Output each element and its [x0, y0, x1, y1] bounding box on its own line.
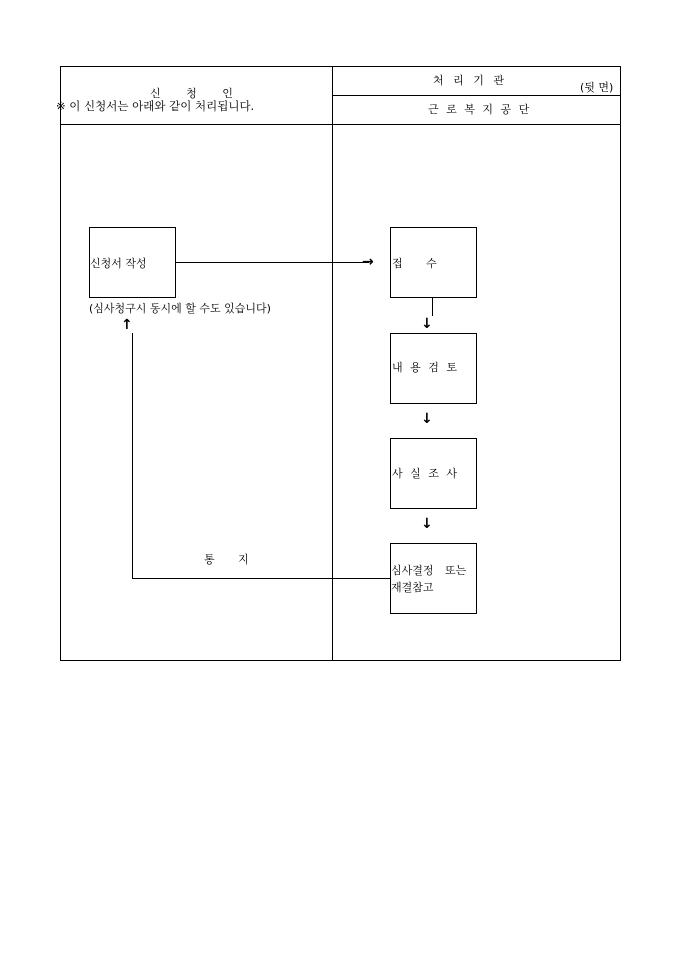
step-receipt-label: 접 수	[392, 257, 437, 270]
notify-connector-horizontal	[132, 578, 390, 579]
down-arrow-icon: ↓	[421, 411, 433, 427]
notice-text: ※ 이 신청서는 아래와 같이 처리됩니다.	[56, 99, 255, 113]
process-table	[60, 66, 621, 661]
header-divider	[60, 124, 621, 125]
down-arrow-icon: ↓	[421, 516, 433, 532]
step-investigation-label: 사 실 조 사	[392, 467, 457, 480]
notify-connector-vertical	[132, 333, 133, 578]
concurrent-claim-note: (심사청구시 동시에 할 수도 있습니다)	[89, 302, 271, 315]
column-divider	[332, 66, 333, 661]
step-review-label: 내 용 검 토	[392, 361, 457, 374]
applicant-column-header: 신 청 인	[150, 87, 233, 100]
write-application-label: 신청서 작성	[90, 257, 147, 270]
submit-connector	[176, 262, 369, 263]
agency-column-header: 처 리 기 관	[433, 74, 504, 87]
up-arrow-icon: ↑	[121, 317, 133, 333]
receipt-connector	[432, 298, 433, 316]
submit-arrow-icon: →	[362, 254, 374, 270]
notify-label: 통 지	[204, 553, 249, 566]
agency-header-divider	[332, 95, 621, 96]
agency-name: 근 로 복 지 공 단	[428, 103, 530, 116]
back-page-label: (뒷 면)	[580, 81, 614, 94]
step-decision-label: 심사결정 또는 재결참고	[391, 564, 467, 594]
down-arrow-icon: ↓	[421, 316, 433, 332]
